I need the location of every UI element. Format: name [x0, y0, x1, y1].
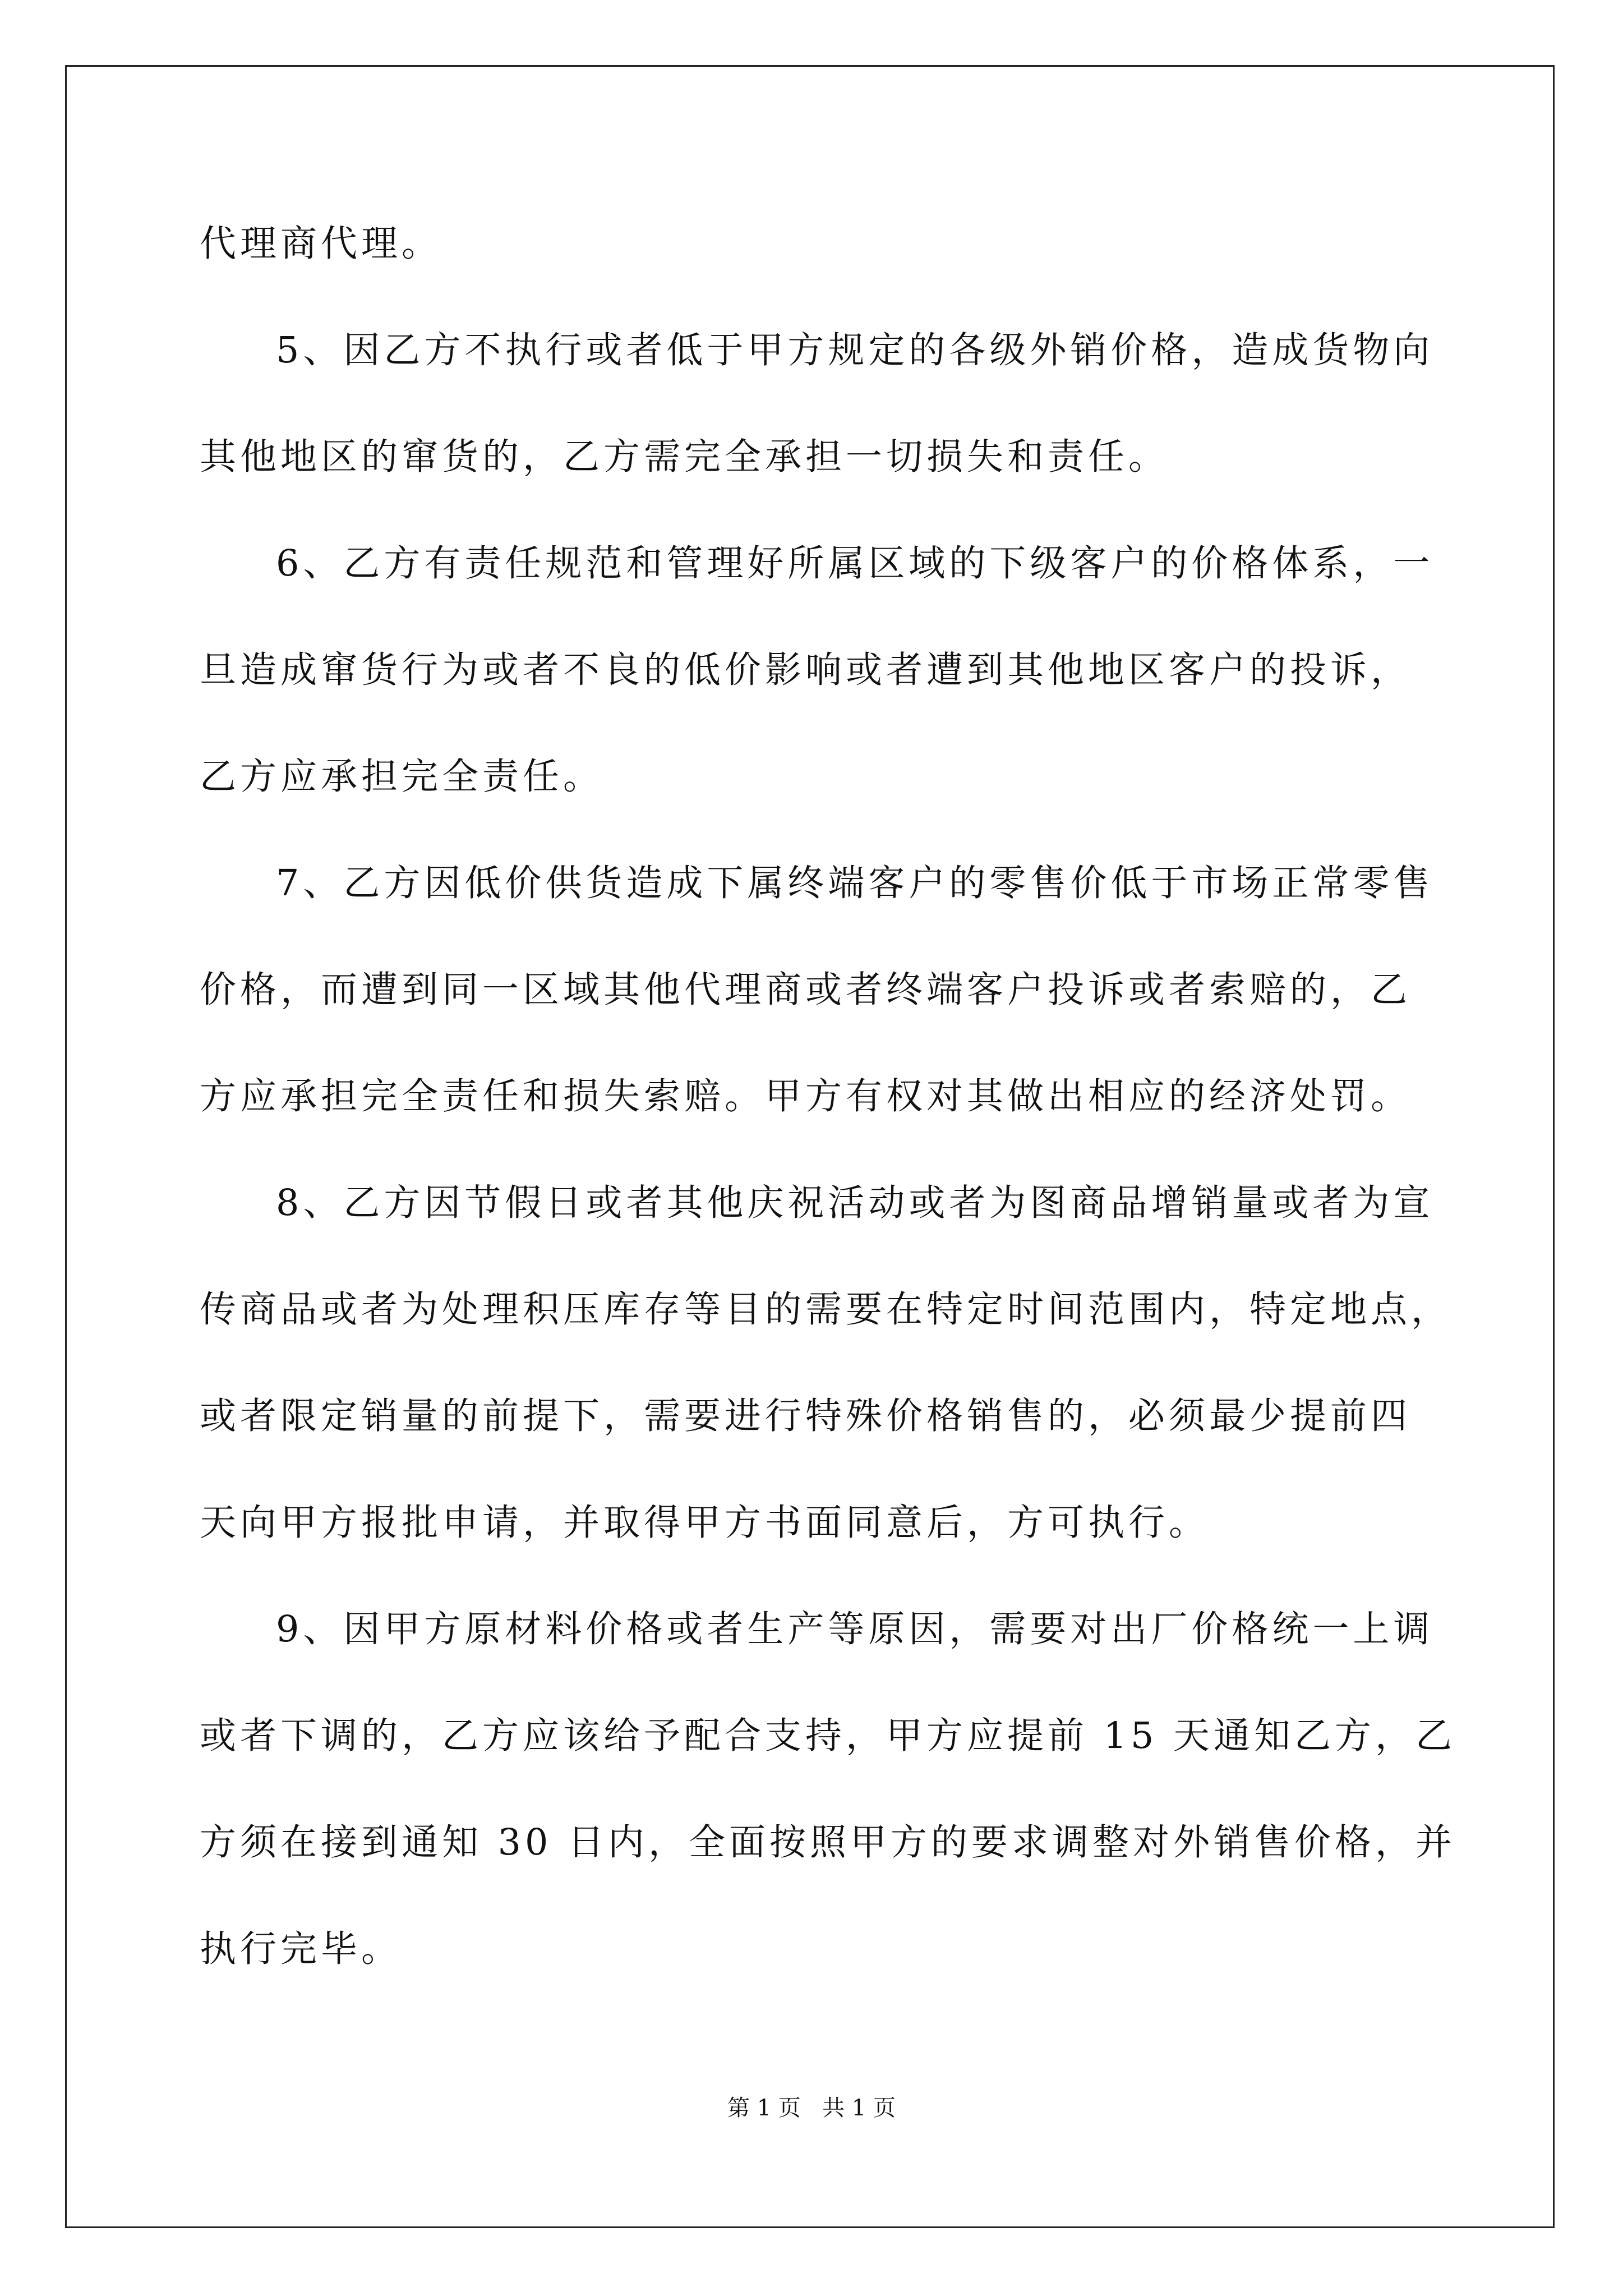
text-line: 价格，而遭到同一区域其他代理商或者终端客户投诉或者索赔的，乙 — [200, 969, 1412, 1011]
paragraph-9-line: 9、因甲方原材料价格或者生产等原因，需要对出厂价格统一上调 — [276, 1608, 1434, 1650]
page-number-footer: 第 1 页 共 1 页 — [727, 2095, 896, 2121]
text-line: 旦造成窜货行为或者不良的低价影响或者遭到其他地区客户的投诉， — [200, 649, 1412, 691]
text-line: 执行完毕。 — [200, 1928, 402, 1970]
paragraph-8-line: 8、乙方因节假日或者其他庆祝活动或者为图商品增销量或者为宣 — [276, 1182, 1434, 1224]
text-line: 方须在接到通知 30 日内，全面按照甲方的要求调整对外销售价格，并 — [200, 1821, 1456, 1864]
paragraph-7-line: 7、乙方因低价供货造成下属终端客户的零售价低于市场正常零售 — [276, 862, 1434, 904]
paragraph-5-line: 5、因乙方不执行或者低于甲方规定的各级外销价格，造成货物向 — [276, 329, 1434, 371]
text-line: 乙方应承担完全责任。 — [200, 756, 604, 798]
text-line: 或者限定销量的前提下，需要进行特殊价格销售的，必须最少提前四 — [200, 1395, 1412, 1437]
page-border — [65, 65, 1555, 2228]
text-line: 其他地区的窜货的，乙方需完全承担一切损失和责任。 — [200, 436, 1169, 478]
text-line: 传商品或者为处理积压库存等目的需要在特定时间范围内，特定地点， — [200, 1289, 1452, 1331]
text-line: 方应承担完全责任和损失索赔。甲方有权对其做出相应的经济处罚。 — [200, 1075, 1412, 1117]
paragraph-6-line: 6、乙方有责任规范和管理好所属区域的下级客户的价格体系，一 — [276, 542, 1434, 585]
text-line: 天向甲方报批申请，并取得甲方书面同意后，方可执行。 — [200, 1502, 1210, 1544]
text-line: 代理商代理。 — [200, 223, 442, 265]
text-line: 或者下调的，乙方应该给予配合支持，甲方应提前 15 天通知乙方，乙 — [200, 1715, 1456, 1757]
